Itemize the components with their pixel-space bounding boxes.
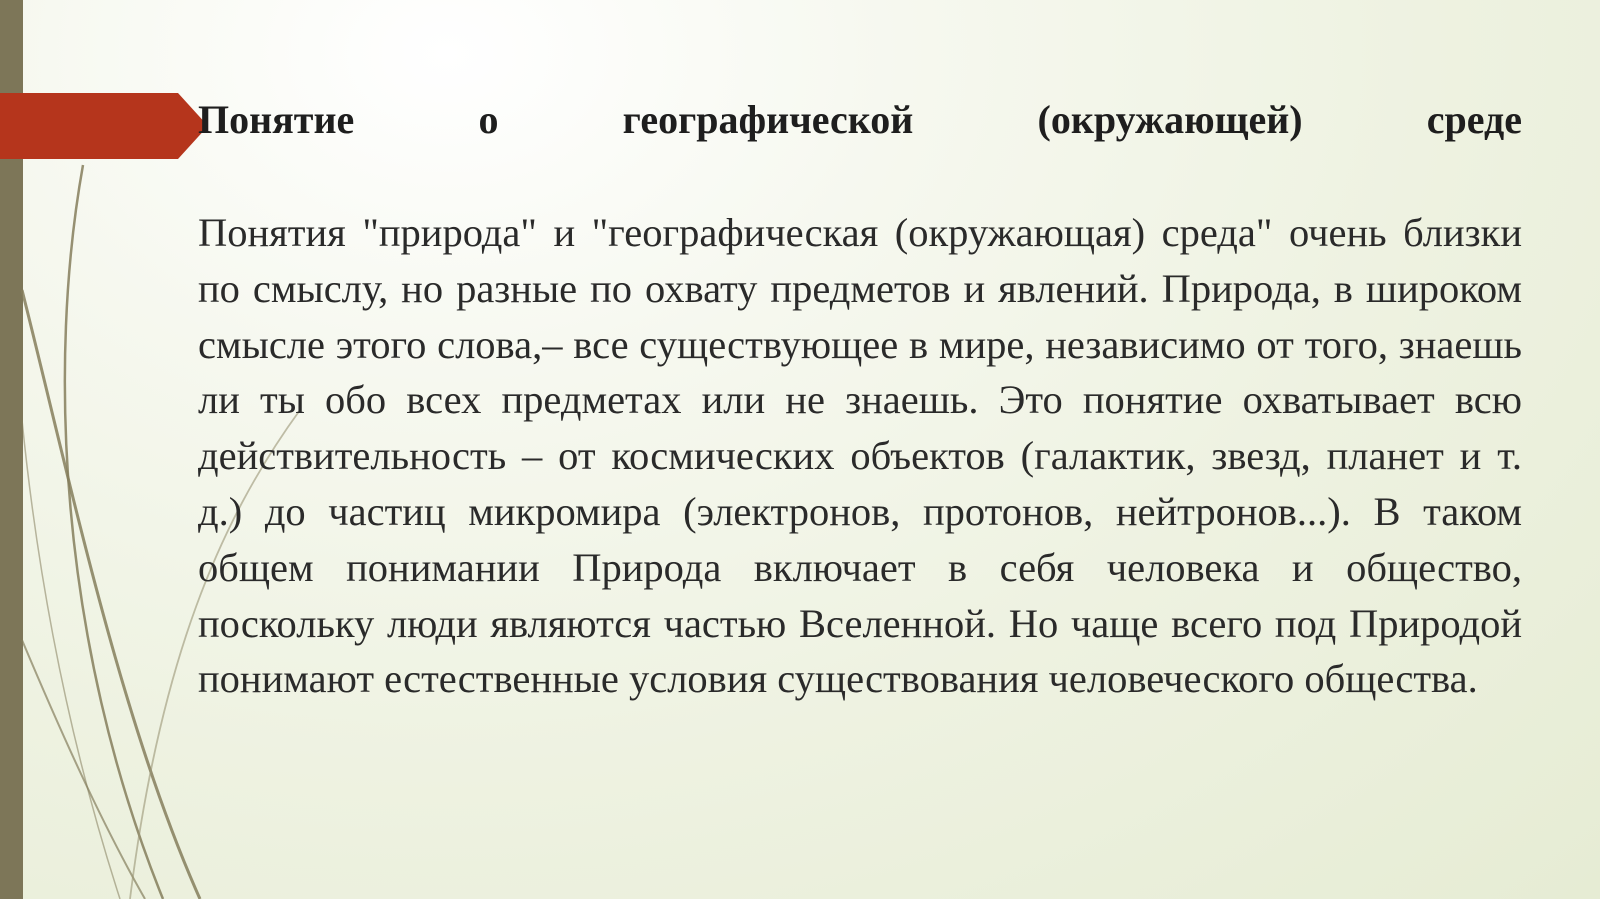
slide-title: Понятие о географической (окружающей) среде — [198, 97, 1522, 142]
slide-body-text: Понятия "природа" и "географическая (окружающая) среда" очень близки по смыслу, но разные по охвату предметов и явлений. Природа, в широком смысле этого слова,– все существующее в мире, независимо от того, знаешь ли ты обо всех предметах или не знаешь. Это понятие охватывает всю действительность – от космических объектов (галактик, звезд, планет и т. д.) до частиц микромира (электронов, протонов, нейтронов...). В таком общем понимании Природа включает в себя человека и общество, поскольку люди являются частью Вселенной. Но чаще всего под Природой понимают естественные условия существования человеческого общества. — [198, 210, 1522, 702]
title-accent-tab — [0, 93, 208, 159]
